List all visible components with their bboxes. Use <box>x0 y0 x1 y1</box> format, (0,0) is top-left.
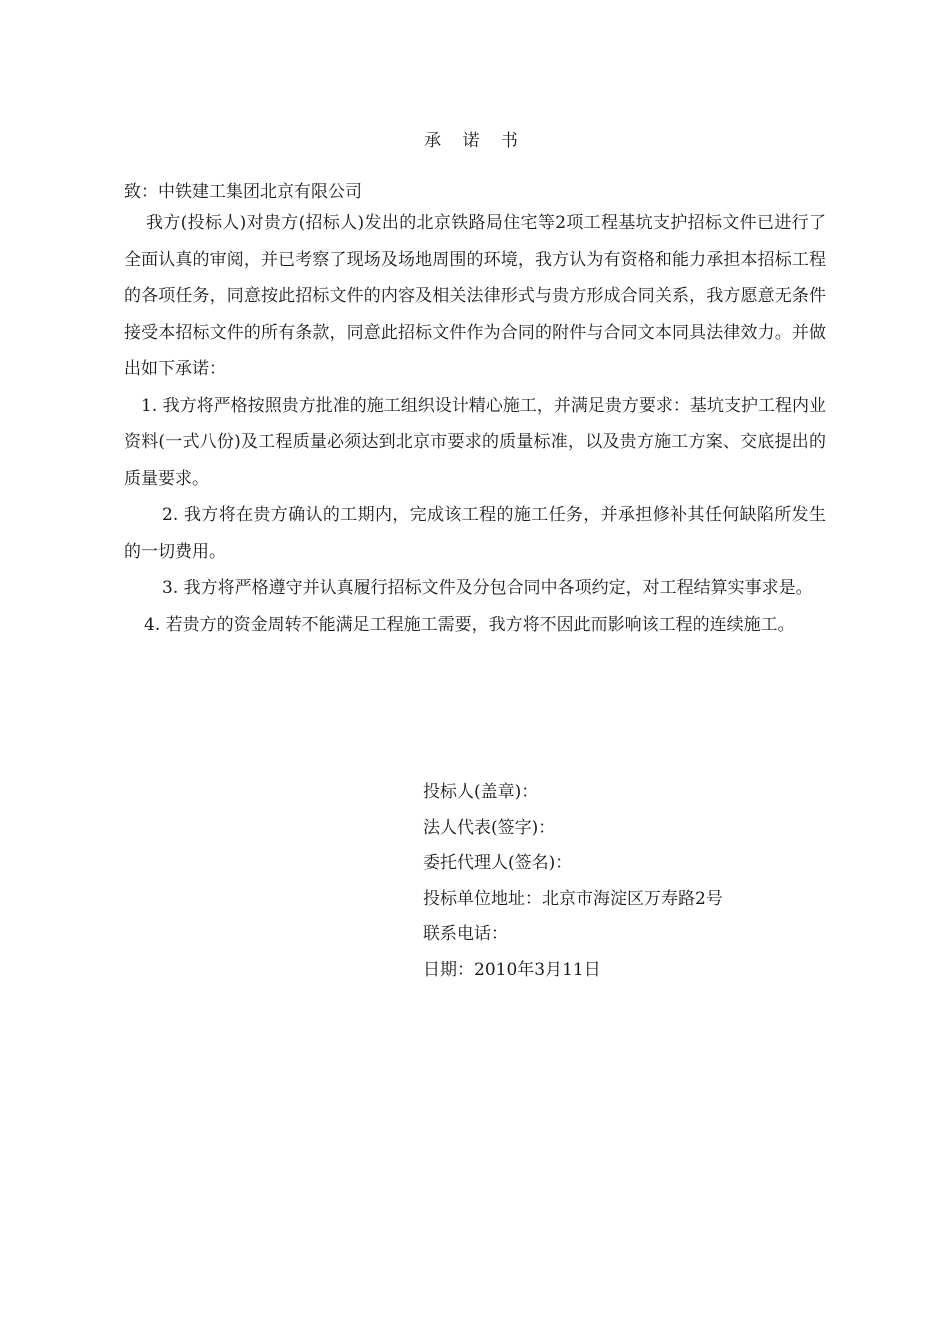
signature-block <box>423 775 723 988</box>
bidder-address-line: 投标单位地址：北京市海淀区万寿路2号 <box>423 888 723 909</box>
intro-paragraph: 我方(投标人)对贵方(招标人)发出的北京铁路局住宅等2项工程基坑支护招标文件已进行了全面认真的审阅，并已考察了现场及场地周围的环境，我方认为有资格和能力承担本招标工程的各项任务，同意按此招标文件的内容及相关法律形式与贵方形成合同关系，我方愿意无条件接受本招标文件的所有条款，同意此招标文件作为合同的附件与合同文本同具法律效力。并做出如下承诺： <box>124 213 826 379</box>
date-line: 日期：2010年3月11日 <box>423 959 601 980</box>
contact-phone-line: 联系电话： <box>423 924 508 944</box>
legal-representative-line: 法人代表(签字)： <box>423 817 556 838</box>
addressee-line: 致：中铁建工集团北京有限公司 <box>124 182 362 202</box>
authorized-agent-line: 委托代理人(签名)： <box>423 853 573 873</box>
bidder-seal-line: 投标人(盖章)： <box>423 782 539 802</box>
commitment-item-3: 3. 我方将严格遵守并认真履行招标文件及分包合同中各项约定，对工程结算实事求是。 <box>162 578 813 598</box>
document-body <box>124 205 826 643</box>
document-title: 承 诺 书 <box>424 131 526 151</box>
commitment-item-4: 4. 若贵方的资金周转不能满足工程施工需要，我方将不因此而影响该工程的连续施工。 <box>144 614 795 635</box>
commitment-item-1: 1. 我方将严格按照贵方批准的施工组织设计精心施工，并满足贵方要求：基坑支护工程内业资料(一式八份)及工程质量必须达到北京市要求的质量标准，以及贵方施工方案、交底提出的质量要求。 <box>124 395 826 489</box>
commitment-item-2: 2. 我方将在贵方确认的工期内，完成该工程的施工任务，并承担修补其任何缺陷所发生的一切费用。 <box>124 505 826 562</box>
